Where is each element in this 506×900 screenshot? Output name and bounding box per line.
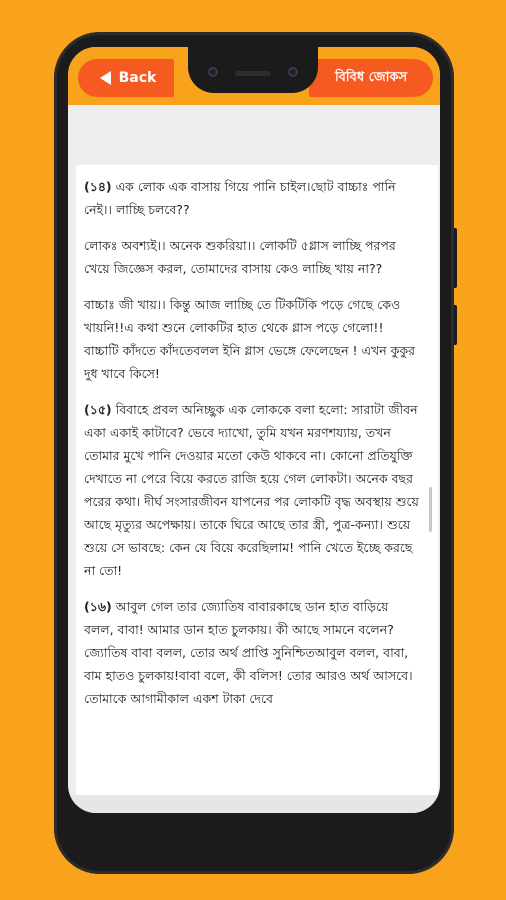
category-button[interactable] xyxy=(309,59,433,97)
joke-paragraph xyxy=(84,293,420,385)
joke-paragraph xyxy=(84,175,420,221)
joke-text: আবুল গেল তার জ্যোতিষ বাবারকাছে ডান হাত বাড়িয়ে বলল, বাবা! আমার ডান হাত চুলকায়। কী আছে সামনে বলেন?জ্যোতিষ বাবা বলল, তোর অর্থ প্রাপ্তি সুনিশ্চিতআবুল বলল, বাবা, বাম হাতও চুলকায়!বাবা বলে, কী বলিস! তোর আরও অর্থ আসবে। তোমাকে আগামীকাল একশ টাকা দেবে xyxy=(84,599,413,706)
joke-text: লোকঃ অবশ্যই।। অনেক শুকরিয়া।। লোকটি ৫গ্লাস লাচ্ছি পরপর খেয়ে জিজ্ঞেস করল, তোমাদের বাসায় কেও লাচ্ছি খায় না?? xyxy=(84,238,396,276)
earpiece-speaker xyxy=(235,71,271,76)
joke-number: (১৫) xyxy=(84,402,112,417)
joke-paragraph xyxy=(84,234,420,280)
scrollbar-thumb[interactable] xyxy=(429,487,432,532)
joke-text: এক লোক এক বাসায় গিয়ে পানি চাইল।ছোট বাচ্চাঃ পানি নেই।। লাচ্ছি চলবে?? xyxy=(84,179,396,217)
phone-notch xyxy=(188,47,318,93)
front-camera-icon xyxy=(288,67,298,77)
joke-text: বাচ্চাঃ জী খায়।। কিন্তু আজ লাচ্ছি তে টিকটিকি পড়ে গেছে কেও খায়নি!!এ কথা শুনে লোকটির হাত থেকে গ্লাস পড়ে গেলো!! বাচ্চাটি কাঁদতে কাঁদতেবলল ইনি গ্লাস ভেঙ্গে ফেলেছেন ! এখন কুকুর দুধ খাবে কিসে! xyxy=(84,297,416,381)
app-screen xyxy=(68,47,440,813)
back-button[interactable] xyxy=(78,59,174,97)
category-label: বিবিধ জোকস xyxy=(334,69,408,85)
joke-text: বিবাহে প্রবল অনিচ্ছুক এক লোককে বলা হলো: সারাটা জীবন একা একাই কাটাবে? ভেবে দ্যাখো, তুমি যখন মরণশয্যায়, তখন তোমার মুখে পানি দেওয়ার মতো কেউ থাকবে না। কোনো প্রতিযুক্তি দেখাতে না পেরে বিয়ে করতে রাজি হয়ে গেল লোকটা। অনেক বছর পরের কথা। দীর্ঘ সংসারজীবন যাপনের পর লোকটি বৃদ্ধ অবস্থায় শুয়ে আছে মৃত্যুর অপেক্ষায়। তাকে ঘিরে আছে তার স্ত্রী, পুত্র-কন্যা। শুয়ে শুয়ে সে ভাবছে: কেন যে বিয়ে করেছিলাম! পানি খেতে ইচ্ছে করছে না তো! xyxy=(84,402,419,578)
joke-paragraph xyxy=(84,595,420,710)
joke-number: (১৪) xyxy=(84,179,112,194)
joke-text-body xyxy=(76,165,438,710)
bottom-strip xyxy=(68,795,440,813)
joke-paragraph xyxy=(84,398,420,582)
front-camera-icon xyxy=(208,67,218,77)
back-arrow-icon xyxy=(100,71,111,85)
joke-number: (১৬) xyxy=(84,599,112,614)
back-button-label: Back xyxy=(118,70,157,86)
joke-content-panel[interactable] xyxy=(76,165,438,795)
